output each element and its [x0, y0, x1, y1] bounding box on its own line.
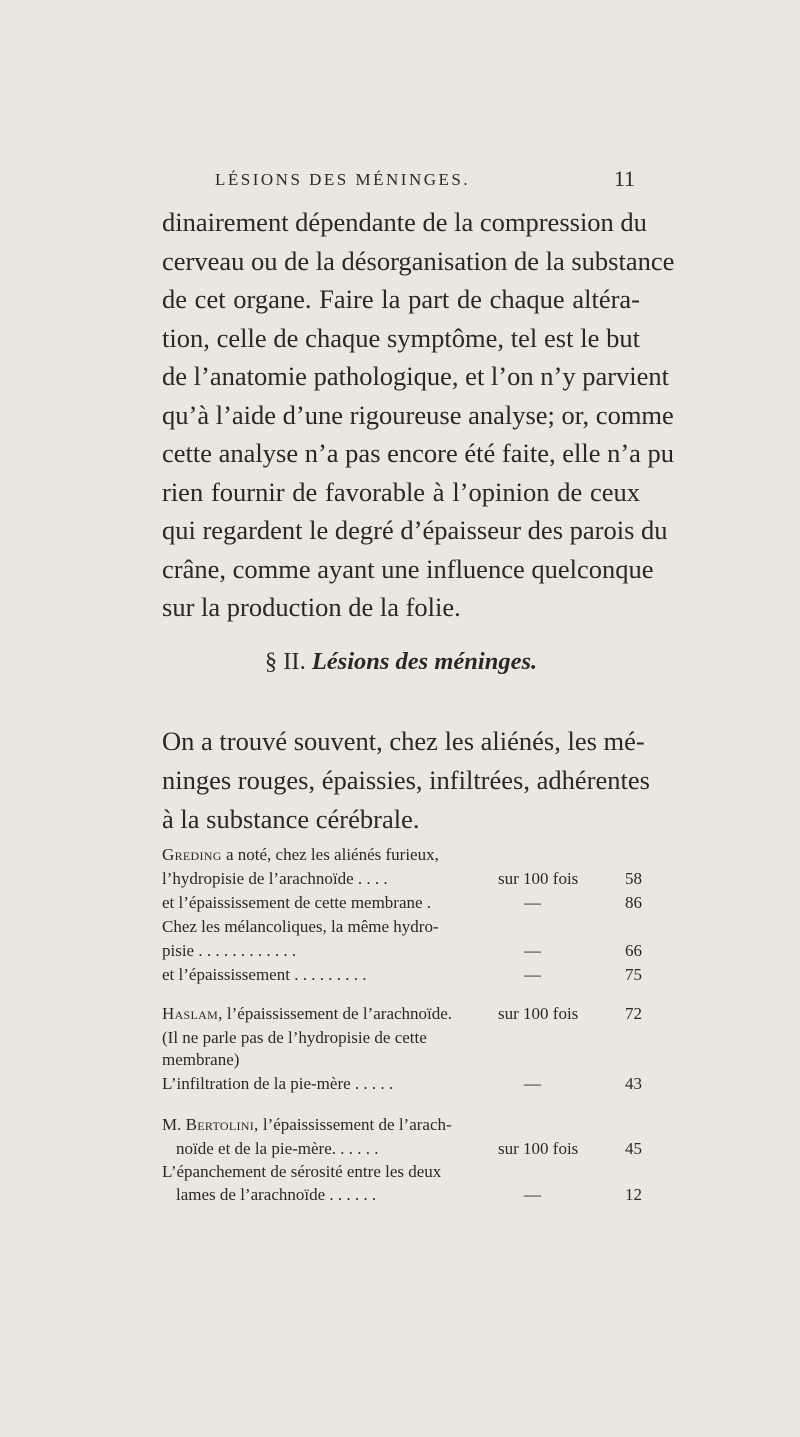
- row-description: L’infiltration de la pie-mère . . . . .: [162, 1074, 394, 1093]
- row-description: et l’épaississement de cette membrane .: [162, 893, 432, 912]
- text-line: qui regardent le degré d’épaisseur des parois du: [162, 515, 668, 545]
- row-description: L’épanchement de sérosité entre les deux: [162, 1162, 442, 1181]
- section-heading: [162, 648, 640, 676]
- text-line: à la substance cérébrale.: [162, 804, 420, 834]
- row-frequency: —: [524, 941, 541, 960]
- row-value: 86: [625, 893, 642, 912]
- text-line: rien fournir de favorable à l’opinion de ceux: [162, 476, 640, 507]
- row-value: 43: [625, 1074, 642, 1093]
- row-frequency: sur 100 fois: [498, 1139, 579, 1158]
- row-description: lames de l’arachnoïde . . . . . .: [176, 1185, 377, 1204]
- running-head: LÉSIONS DES MÉNINGES.: [215, 170, 471, 189]
- text-line: dinairement dépendante de la compression du: [162, 207, 647, 237]
- row-description: (Il ne parle pas de l’hydropisie de cette: [162, 1028, 427, 1047]
- row-frequency: —: [524, 965, 541, 984]
- table-row: [162, 941, 642, 965]
- table-row: [162, 1074, 642, 1098]
- table-row: [162, 845, 642, 869]
- text-line: tion, celle de chaque symptôme, tel est le but: [162, 322, 640, 353]
- section-marker: § II.: [264, 648, 306, 675]
- row-frequency: —: [524, 1074, 541, 1093]
- row-frequency: —: [524, 1185, 541, 1204]
- paragraph-2: [162, 722, 650, 839]
- table-row: [162, 917, 642, 941]
- table-row: [162, 1139, 642, 1163]
- row-frequency: sur 100 fois: [498, 869, 579, 888]
- row-description: membrane): [162, 1050, 240, 1069]
- row-value: 45: [625, 1139, 642, 1158]
- row-description: noïde et de la pie-mère. . . . . .: [176, 1139, 379, 1158]
- row-description: a noté, chez les aliénés furieux,: [225, 845, 439, 864]
- text-line: sur la production de la folie.: [162, 592, 461, 622]
- paragraph-1: [162, 203, 675, 627]
- page-number: 11: [613, 166, 635, 191]
- table-row: [162, 1185, 642, 1209]
- row-description: l’hydropisie de l’arachnoïde . . . .: [162, 869, 388, 888]
- row-value: 12: [625, 1185, 642, 1204]
- text-line: cette analyse n’a pas encore été faite, elle n’a pu: [162, 438, 675, 468]
- table-row: [162, 1115, 642, 1139]
- page-header: [215, 166, 635, 200]
- text-line: de l’anatomie pathologique, et l’on n’y parvient: [162, 361, 670, 391]
- table-row: [162, 1004, 642, 1028]
- table-row: [162, 869, 642, 893]
- text-line: qu’à l’aide d’une rigoureuse analyse; or, comme: [162, 399, 674, 430]
- table-row: [162, 965, 642, 989]
- row-description: pisie . . . . . . . . . . . .: [162, 941, 297, 960]
- text-line: ninges rouges, épaissies, infiltrées, adhérentes: [162, 765, 650, 795]
- row-value: 66: [625, 941, 642, 960]
- row-frequency: sur 100 fois: [498, 1004, 579, 1023]
- row-description: Chez les mélancoliques, la même hydro-: [162, 917, 439, 936]
- author-name: Haslam,: [162, 1004, 223, 1023]
- row-value: 58: [625, 869, 642, 888]
- text-line: On a trouvé souvent, chez les aliénés, les mé-: [162, 726, 645, 756]
- author-prefix: M.: [162, 1115, 182, 1134]
- row-frequency: —: [524, 893, 541, 912]
- table-row: [162, 893, 642, 917]
- row-description: l’épaississement de l’arachnoïde.: [226, 1004, 453, 1023]
- row-description: l’épaississement de l’arach-: [262, 1115, 452, 1134]
- table-row: [162, 1028, 642, 1052]
- table-row: [162, 1050, 642, 1074]
- text-line: de cet organe. Faire la part de chaque altéra-: [162, 284, 640, 314]
- text-line: crâne, comme ayant une influence quelconque: [162, 553, 654, 584]
- section-title: Lésions des méninges.: [311, 648, 538, 675]
- author-name: Bertolini,: [185, 1115, 259, 1134]
- row-value: 75: [625, 965, 642, 984]
- row-description: et l’épaississement . . . . . . . . .: [162, 965, 367, 984]
- table-row: [162, 1162, 642, 1186]
- author-name: Greding: [162, 845, 222, 864]
- text-line: cerveau ou de la désorganisation de la substance: [162, 245, 675, 276]
- row-value: 72: [625, 1004, 642, 1023]
